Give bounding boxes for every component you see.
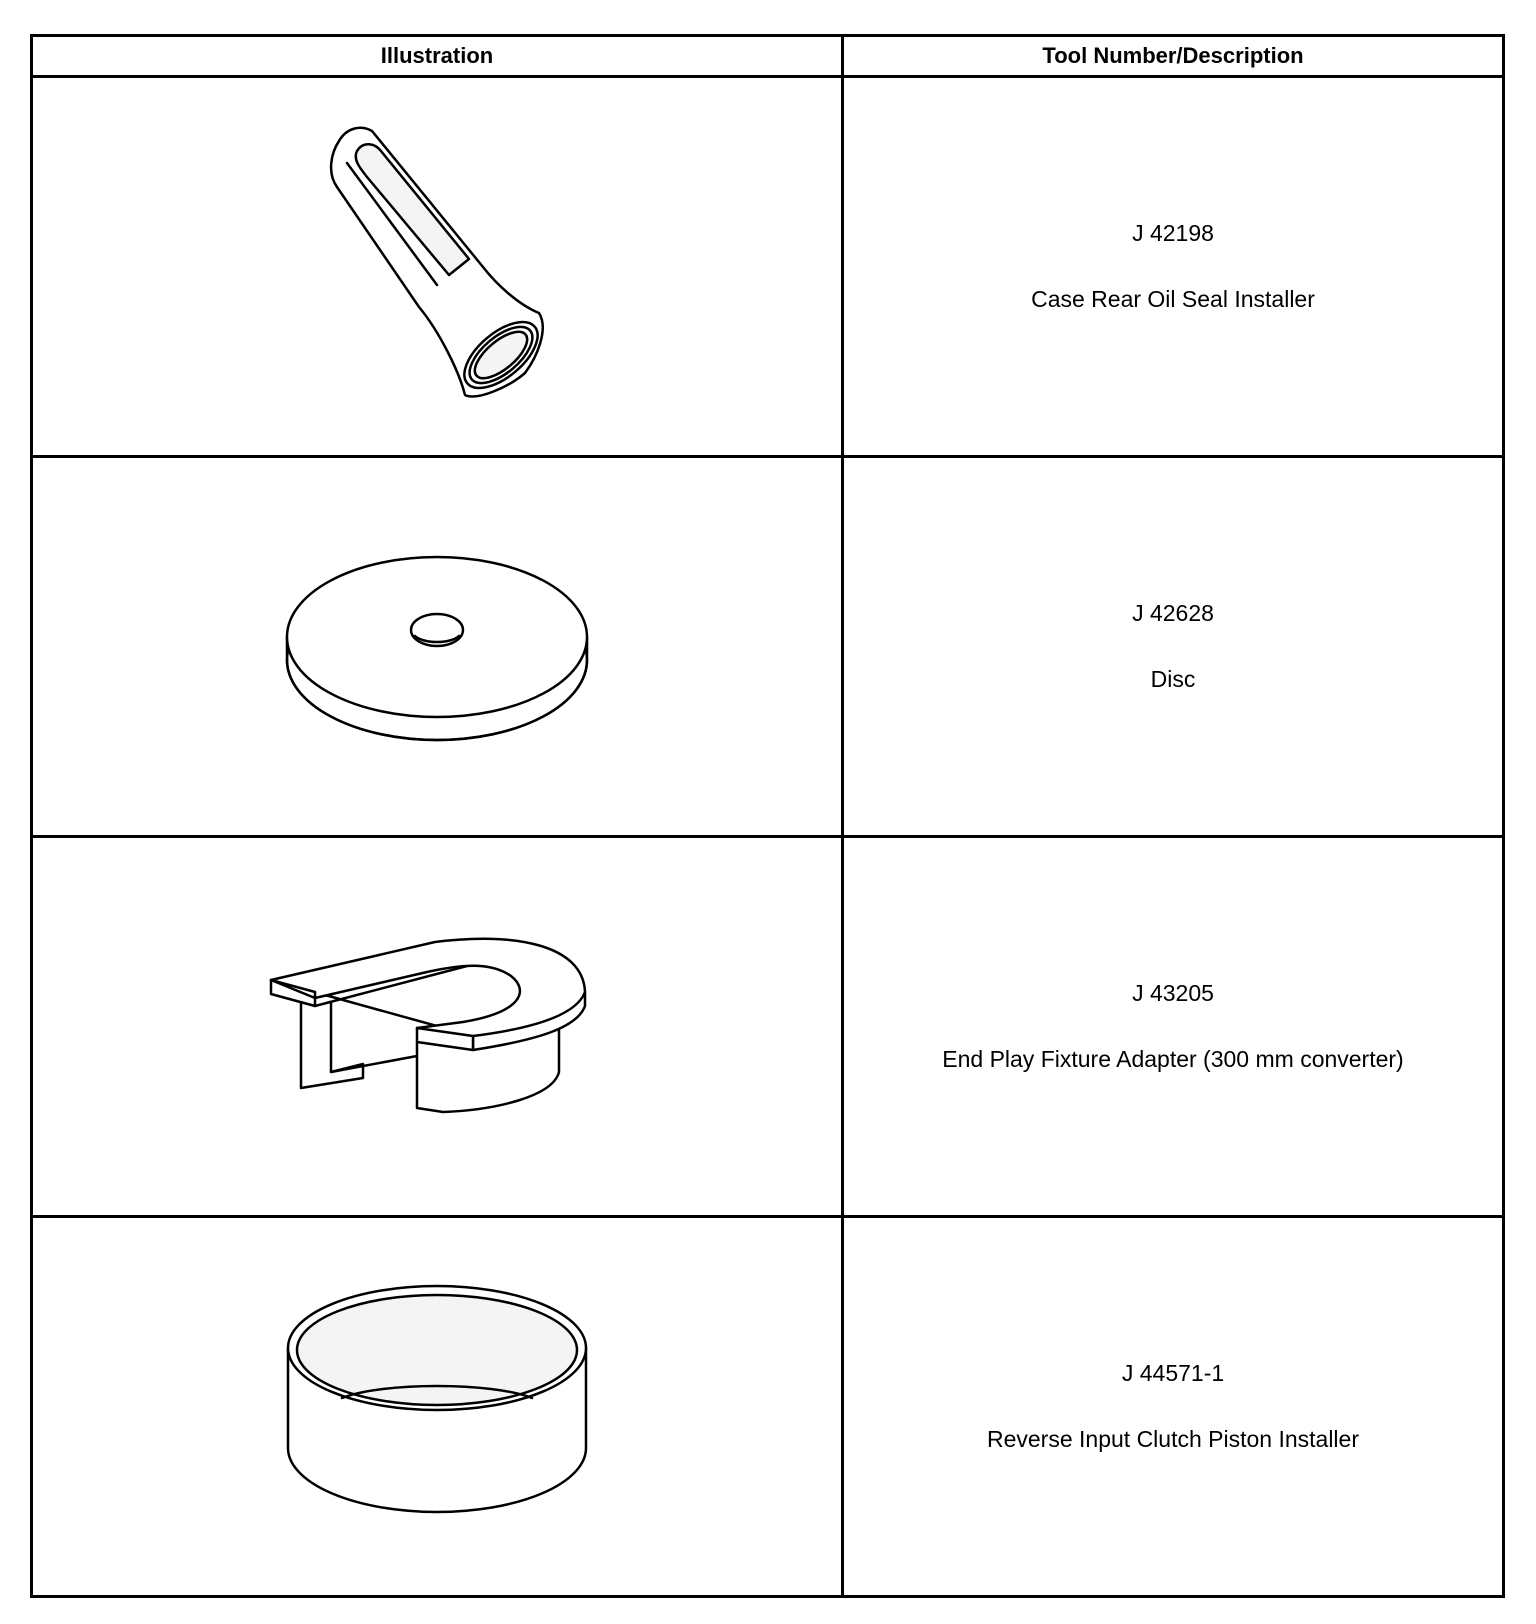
table-row (32, 77, 1504, 457)
tool-cell (843, 457, 1504, 837)
tool-cell (843, 837, 1504, 1217)
tool-description: Reverse Input Clutch Piston Installer (986, 1426, 1359, 1452)
table-row (32, 837, 1504, 1217)
tool-number: J 44571-1 (1121, 1360, 1225, 1386)
illustration-cell (32, 1217, 843, 1597)
illustration-cell (32, 457, 843, 837)
tool-cell (843, 77, 1504, 457)
header-tool-number-description: Tool Number/Description (843, 36, 1504, 77)
tool-number: J 43205 (1132, 980, 1214, 1006)
tool-number: J 42198 (1132, 220, 1214, 246)
tool-cell (843, 1217, 1504, 1597)
tool-description: End Play Fixture Adapter (300 mm converter) (942, 1046, 1404, 1072)
disc-icon (277, 542, 597, 752)
fixture-adapter-icon (267, 932, 607, 1122)
tool-description: Disc (1150, 666, 1196, 692)
tool-number: J 42628 (1132, 600, 1214, 626)
tool-table (30, 34, 1505, 1598)
header-illustration: Illustration (32, 36, 843, 77)
piston-installer-icon (282, 1282, 592, 1532)
table-row (32, 457, 1504, 837)
illustration-cell (32, 837, 843, 1217)
header-row (32, 36, 1504, 77)
illustration-cell (32, 77, 843, 457)
table-row (32, 1217, 1504, 1597)
tool-description: Case Rear Oil Seal Installer (1031, 286, 1315, 312)
seal-installer-icon (287, 117, 587, 417)
